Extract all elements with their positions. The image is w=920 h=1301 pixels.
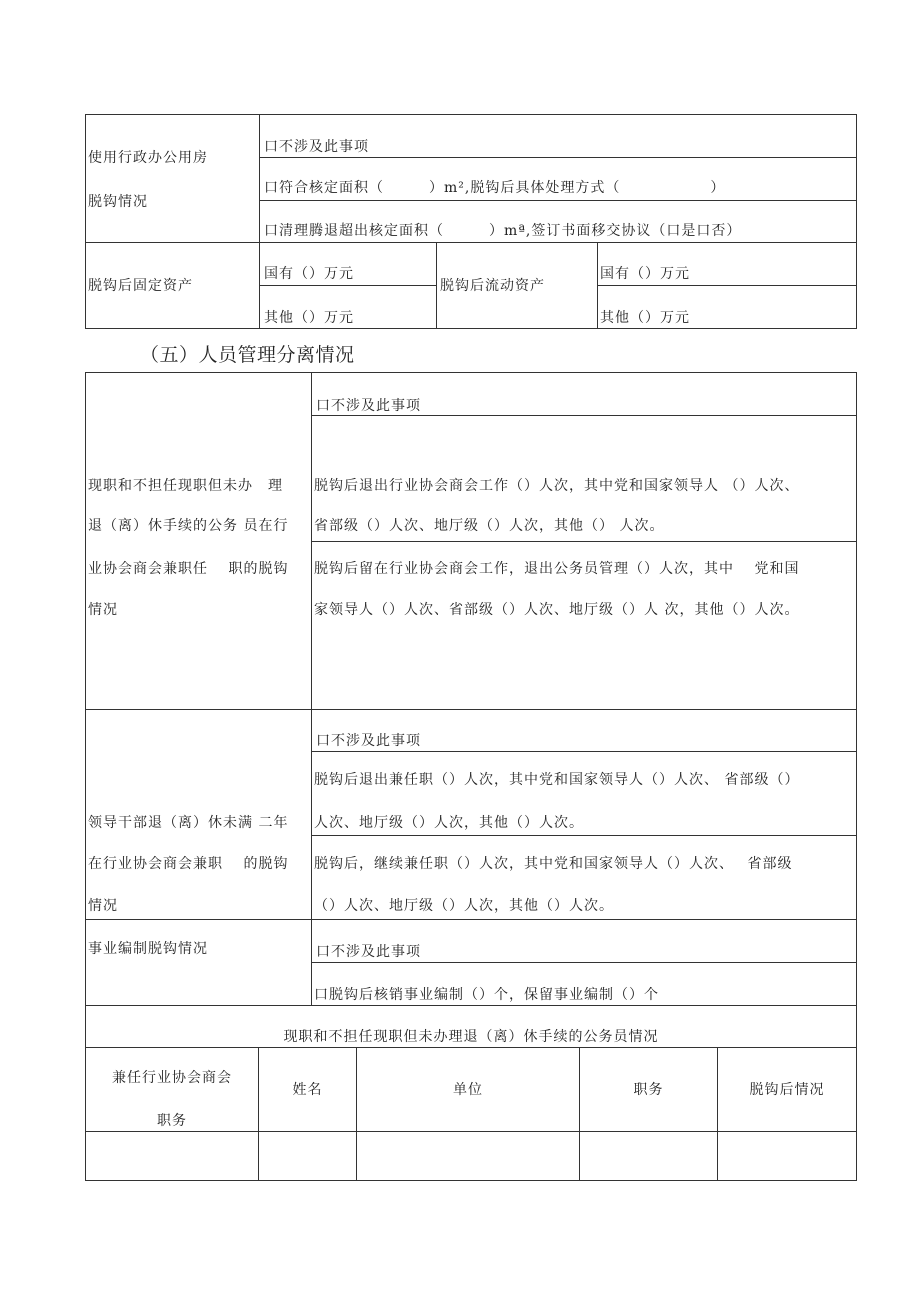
officials-option-withdrawn: 脱钩后退出行业协会商会工作（）人次，其中党和国家领导人 （）人次、 bbox=[314, 478, 800, 494]
office-option-excess: 口清理腾退超出核定面积（ ）mª,签订书面移交协议（口是口否） bbox=[264, 223, 742, 239]
col-header-name: 姓名 bbox=[292, 1082, 323, 1098]
leaders-option-continuing: 脱钩后，继续兼任职（）人次，其中党和国家领导人（）人次、 省部级 bbox=[314, 856, 793, 872]
fixed-assets-other: 其他（）万元 bbox=[264, 310, 354, 326]
col-header-unit: 单位 bbox=[453, 1082, 483, 1098]
current-officials-label: 现职和不担任现职但未办 理 bbox=[88, 478, 283, 494]
officials-table-title: 现职和不担任现职但未办理退（离）休手续的公务员情况 bbox=[283, 1029, 659, 1045]
office-space-label-2: 脱钩情况 bbox=[88, 194, 148, 210]
retired-leaders-label: 情况 bbox=[88, 898, 118, 914]
staffing-label: 事业编制脱钩情况 bbox=[88, 941, 208, 957]
current-officials-label: 业协会商会兼职任 职的脱钩 bbox=[88, 561, 289, 577]
retired-leaders-label: 领导干部退（离）休未满 二年 bbox=[88, 815, 289, 831]
officials-option-withdrawn: 省部级（）人次、地厅级（）人次，其他（） 人次。 bbox=[314, 518, 665, 534]
col-header-position: 职务 bbox=[633, 1082, 664, 1098]
leaders-option-not-applicable: 口不涉及此事项 bbox=[316, 733, 421, 749]
current-assets-state: 国有（）万元 bbox=[600, 266, 690, 282]
office-option-not-applicable: 口不涉及此事项 bbox=[264, 139, 369, 155]
col-header-concurrent-post: 兼任行业协会商会 bbox=[112, 1070, 232, 1086]
fixed-assets-state: 国有（）万元 bbox=[264, 266, 354, 282]
office-space-label: 使用行政办公用房 bbox=[88, 150, 208, 166]
office-option-compliant: 口符合核定面积（ ）m²,脱钩后具体处理方式（ ） bbox=[264, 180, 726, 196]
leaders-option-continuing: （）人次、地厅级（）人次，其他（）人次。 bbox=[314, 898, 614, 914]
leaders-option-withdrawn: 人次、地厅级（）人次，其他（）人次。 bbox=[314, 815, 584, 831]
section-heading: （五）人员管理分离情况 bbox=[140, 344, 355, 366]
officials-option-remaining: 家领导人（）人次、省部级（）人次、地厅级（）人 次，其他（）人次。 bbox=[314, 602, 800, 618]
staffing-option-cancel: 口脱钩后核销事业编制（）个，保留事业编制（）个 bbox=[314, 987, 659, 1003]
col-header-after-decoupling: 脱钩后情况 bbox=[749, 1082, 825, 1098]
retired-leaders-label: 在行业协会商会兼职 的脱钩 bbox=[88, 856, 289, 872]
current-assets-other: 其他（）万元 bbox=[600, 310, 690, 326]
leaders-option-withdrawn: 脱钩后退出兼任职（）人次，其中党和国家领导人（）人次、 省部级（） bbox=[314, 772, 800, 788]
current-officials-label: 情况 bbox=[88, 602, 118, 618]
current-officials-label: 退（离）休手续的公务 员在行 bbox=[88, 518, 289, 534]
col-header-concurrent-post: 职务 bbox=[157, 1113, 187, 1129]
staffing-option-not-applicable: 口不涉及此事项 bbox=[316, 944, 421, 960]
officials-option-not-applicable: 口不涉及此事项 bbox=[316, 398, 421, 414]
current-assets-label: 脱钩后流动资产 bbox=[440, 278, 545, 294]
fixed-assets-label: 脱钩后固定资产 bbox=[88, 278, 193, 294]
officials-option-remaining: 脱钩后留在行业协会商会工作，退出公务员管理（）人次，其中 党和国 bbox=[314, 561, 800, 577]
